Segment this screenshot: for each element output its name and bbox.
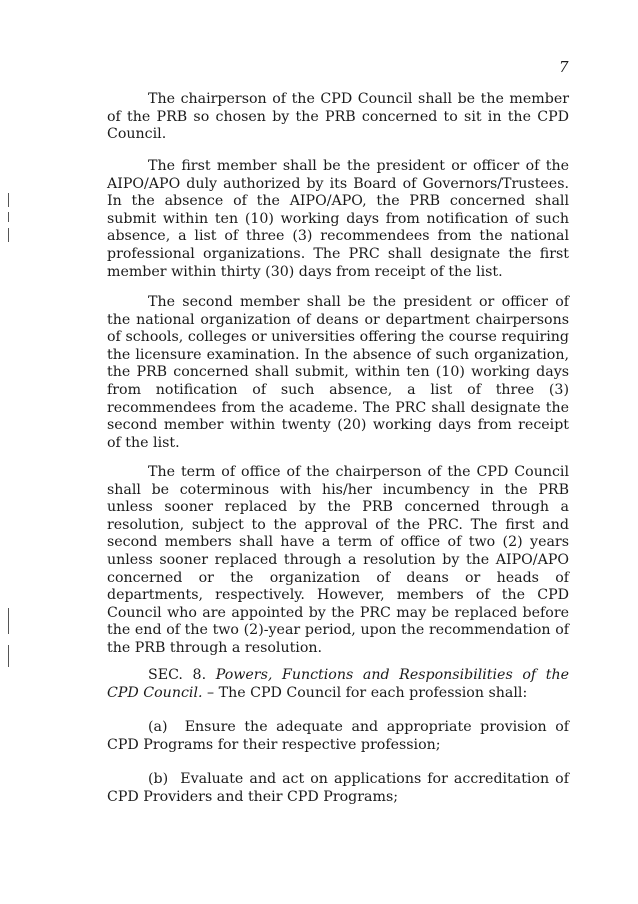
margin-mark xyxy=(8,608,13,634)
section-intro: – The CPD Council for each profession shall: xyxy=(207,684,528,701)
list-item xyxy=(107,771,569,806)
section-label: SEC. 8. xyxy=(148,667,207,683)
list-item-label: (b) xyxy=(148,771,169,787)
section-title: Powers, Functions and Responsibilities of the CPD Council. xyxy=(107,667,569,701)
list-item-text: Ensure the adequate and appropriate provision of CPD Programs for their respective profession; xyxy=(107,719,569,753)
margin-mark xyxy=(8,645,13,667)
paragraph-term-of-office: The term of office of the chairperson of the CPD Council shall be coterminous with his/her incumbency in the PRB unless sooner replaced by the PRB concerned through a resolution, subject to the approval of the PRC. The first and second members shall have a term of office of two (2) years unless sooner replaced through a resolution by the AIPO/APO concerned or the organization of deans or heads of departments, respectively. However, members of the CPD Council who are appointed by the PRC may be replaced before the end of the two (2)-year period, upon the recommendation of the PRB through a resolution. xyxy=(107,464,569,656)
list-item-label: (a) xyxy=(148,719,168,735)
margin-mark xyxy=(8,193,13,207)
list-item xyxy=(107,719,569,754)
section-8-heading xyxy=(107,667,569,702)
paragraph-second-member: The second member shall be the president or officer of the national organization of deans or department chairpersons of schools, colleges or universities offering the course requiring the licensure examination. In the absence of such organization, the PRB concerned shall submit, within ten (10) working days from notification of such absence, a list of three (3) recommendees from the academe. The PRC shall designate the second member within twenty (20) working days from receipt of the list. xyxy=(107,294,569,451)
margin-mark xyxy=(8,228,13,242)
list-item-text: Evaluate and act on applications for accreditation of CPD Providers and their CPD Programs; xyxy=(107,771,569,805)
page-number: 7 xyxy=(559,58,569,76)
paragraph-first-member: The first member shall be the president or officer of the AIPO/APO duly authorized by its Board of Governors/Trustees. In the absence of the AIPO/APO, the PRB concerned shall submit within ten (10) working days from notification of such absence, a list of three (3) recommendees from the national professional organizations. The PRC shall designate the first member within thirty (30) days from receipt of the list. xyxy=(107,158,569,280)
paragraph-chairperson: The chairperson of the CPD Council shall be the member of the PRB so chosen by the PRB concerned to sit in the CPD Council. xyxy=(107,91,569,143)
margin-mark xyxy=(8,212,13,222)
